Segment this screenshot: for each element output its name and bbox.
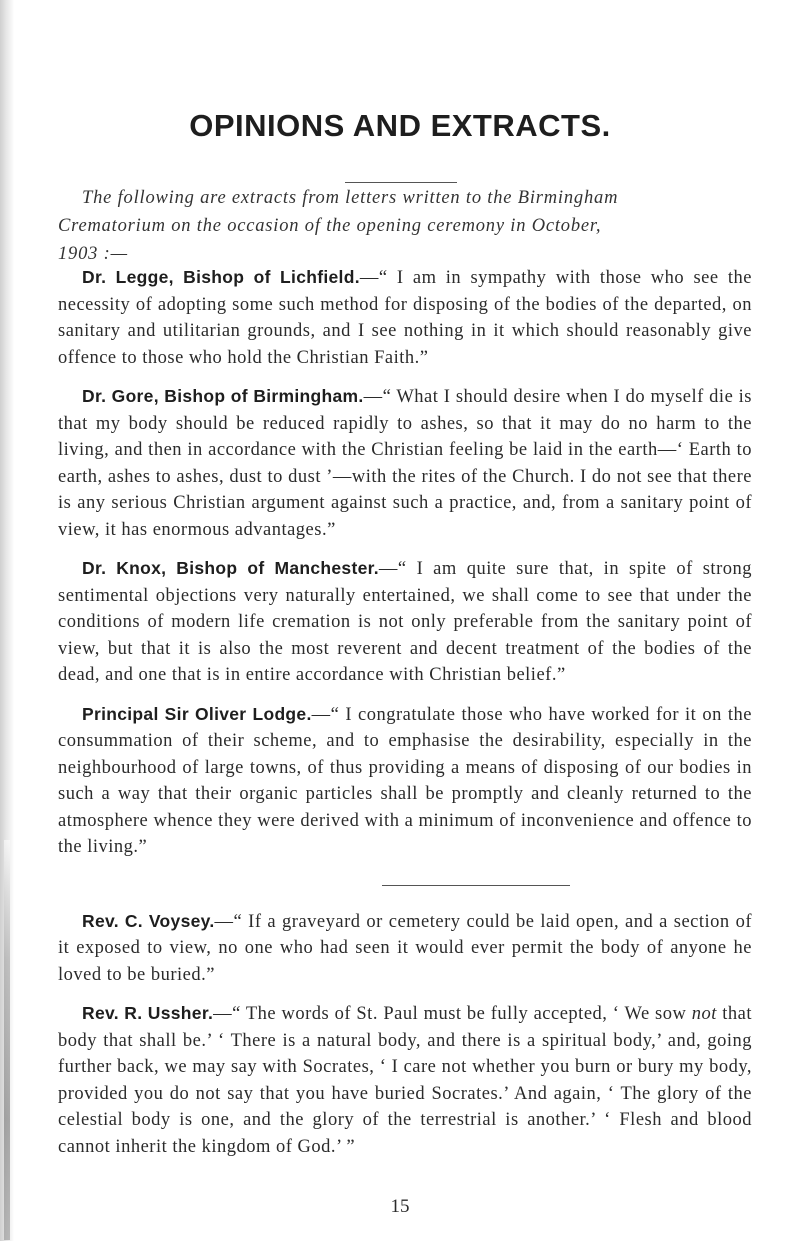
extract-lodge xyxy=(58,701,752,861)
extract-ussher xyxy=(58,1000,752,1160)
speaker-name: Principal Sir Oliver Lodge. xyxy=(82,703,312,724)
extracts-list xyxy=(58,264,752,1172)
extract-text: —“ I congratulate those who have worked for it on the consummation of their scheme, and to emphasise the desirability, especially in the neighbourhood of large towns, of thus providing a means of disposing of our bodies in such a way that their organic particles shall be promptly and cleanly returned to the atmosphere whence they were derived with a minimum of inconvenience and offence to the living.” xyxy=(58,704,752,857)
intro-paragraph xyxy=(58,184,750,268)
extract-manchester xyxy=(58,555,752,689)
extract-lichfield xyxy=(58,264,752,371)
extract-text-after: that body that shall be.’ ‘ There is a natural body, and there is a spiritual body,’ and, going further back, we may say with Socrates, ‘ I care not whether you burn or bury my body, provided you do not say that you have buried Socrates.’ And again, ‘ The glory of the celestial body is one, and the glory of the terrestrial is another.’ ‘ Flesh and blood cannot inherit the kingdom of God.’ ” xyxy=(58,1004,752,1157)
extract-text: —“ I am in sympathy with those who see the necessity of adopting some such method for disposing of the bodies of the departed, on sanitary and utilitarian grounds, and I see nothing in it which should reasonably give offence to those who hold the Christian Faith.” xyxy=(58,268,753,368)
extract-text-emphasis: not xyxy=(691,1004,717,1024)
title-divider xyxy=(345,182,457,183)
page-edge-shadow xyxy=(4,840,10,1240)
speaker-name: Rev. C. Voysey. xyxy=(82,910,215,931)
extract-text: —“ I am quite sure that, in spite of strong sentimental objections very naturally entertained, we shall come to see that under the conditions of modern life cremation is not only preferable from the sanitary point of view, but that it is also the most reverent and decent treatment of the bodies of the dead, and one that is in entire accordance with Christian belief.” xyxy=(58,559,752,685)
extract-text-before: —“ The words of St. Paul must be fully accepted, ‘ We sow xyxy=(213,1004,692,1024)
extract-voysey xyxy=(58,908,752,989)
page-title: OPINIONS AND EXTRACTS. xyxy=(189,108,611,143)
speaker-name: Dr. Gore, Bishop of Birmingham. xyxy=(82,386,364,406)
extract-text: —“ What I should desire when I do myself die is that my body should be reduced rapidly to ashes, so that it may do no harm to the living, and then in accordance with the Christian feeling be laid in the earth—‘ Earth to earth, ashes to ashes, dust to dust ’—with the rites of the Church. I do not see that there is any serious Christian argument against such a practice, and, from a sanitary point of view, it has enormous advantages.” xyxy=(58,387,753,540)
speaker-name: Dr. Legge, Bishop of Lichfield. xyxy=(82,267,360,287)
intro-line-3: 1903 :— xyxy=(58,244,128,264)
page-number: 15 xyxy=(390,1196,410,1217)
intro-line-2: Crematorium on the occasion of the opening ceremony in October, xyxy=(58,216,602,236)
speaker-name: Dr. Knox, Bishop of Manchester. xyxy=(82,558,379,578)
speaker-name: Rev. R. Ussher. xyxy=(82,1003,214,1023)
extract-text: —“ If a graveyard or cemetery could be laid open, and a section of it exposed to view, no one who had seen it would ever permit the body of anyone he loved to be buried.” xyxy=(58,911,752,985)
section-divider xyxy=(382,885,570,886)
extract-birmingham xyxy=(58,383,752,543)
intro-line-1: The following are extracts from letters written to the Birmingham xyxy=(82,188,619,208)
